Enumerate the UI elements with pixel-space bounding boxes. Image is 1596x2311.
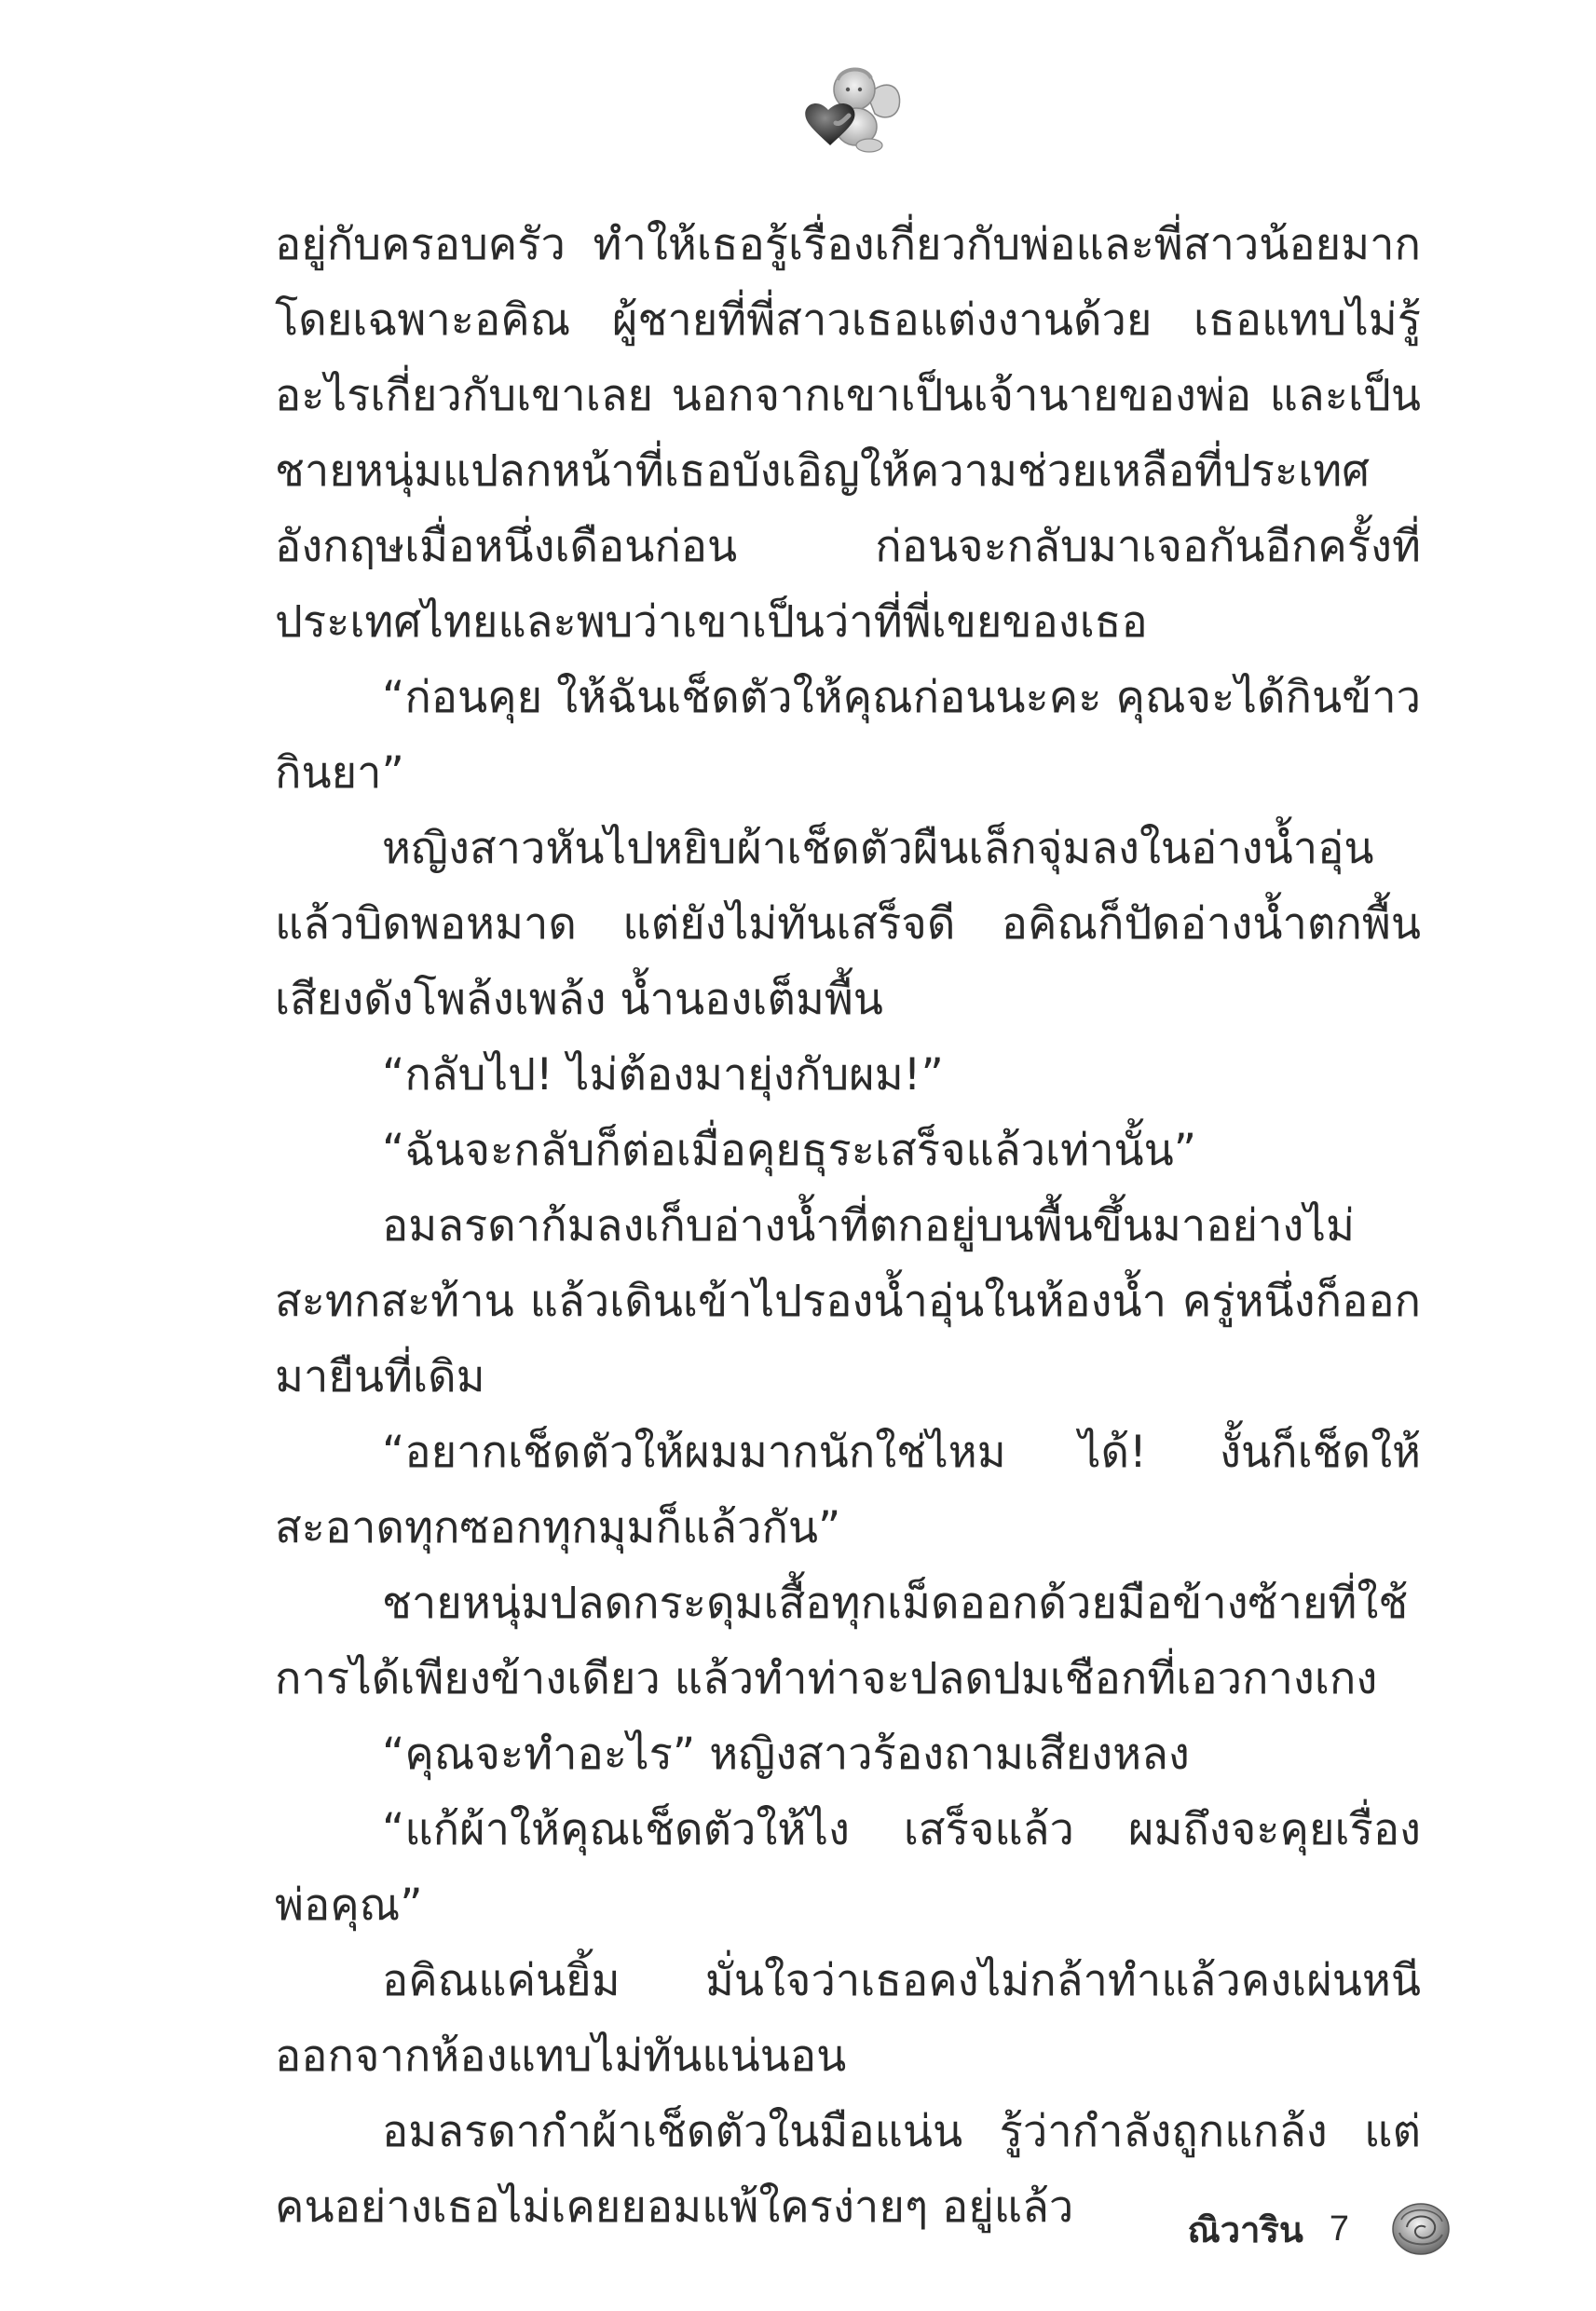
cherub-heart-icon [795, 58, 907, 160]
paragraph: “ฉันจะกลับก็ต่อเมื่อคุยธุระเสร็จแล้วเท่านั้น” [382, 1125, 1197, 1176]
rose-icon [1388, 2199, 1453, 2259]
paragraph: “อยากเช็ดตัวให้ผมมากนักใช่ไหม ได้! งั้นก็เช็ดให้สะอาดทุกซอกทุกมุมก็แล้วกัน” [275, 1427, 1421, 1553]
page-footer [1137, 2192, 1453, 2266]
paragraph: อมลรดากำผ้าเช็ดตัวในมือแน่น รู้ว่ากำลังถูกแกล้ง แต่คนอย่างเธอไม่เคยยอมแพ้ใครง่ายๆ อยู่แล้ว [275, 2106, 1421, 2233]
page-number: 7 [1329, 2208, 1349, 2249]
paragraph: “แก้ผ้าให้คุณเช็ดตัวให้ไง เสร็จแล้ว ผมถึงจะคุยเรื่องพ่อคุณ” [275, 1804, 1421, 1931]
paragraph: อคิณแค่นยิ้ม มั่นใจว่าเธอคงไม่กล้าทำแล้วคงเผ่นหนีออกจากห้องแทบไม่ทันแน่นอน [275, 1955, 1421, 2082]
paragraph: หญิงสาวหันไปหยิบผ้าเช็ดตัวผืนเล็กจุ่มลงในอ่างน้ำอุ่นแล้วบิดพอหมาด แต่ยังไม่ทันเสร็จดี อคิณก็ปัดอ่างน้ำตกพื้น เสียงดังโพล้งเพล้ง น้ำนองเต็มพื้น [275, 823, 1421, 1025]
body-text [275, 207, 1421, 2245]
paragraph: “กลับไป! ไม่ต้องมายุ่งกับผม!” [382, 1049, 944, 1101]
paragraph: “ก่อนคุย ให้ฉันเช็ดตัวให้คุณก่อนนะคะ คุณจะได้กินข้าวกินยา” [275, 672, 1421, 799]
author-name: ณิวาริน [1187, 2208, 1303, 2250]
paragraph: อมลรดาก้มลงเก็บอ่างน้ำที่ตกอยู่บนพื้นขึ้นมาอย่างไม่สะทกสะท้าน แล้วเดินเข้าไปรองน้ำอุ่นในห้องน้ำ ครู่หนึ่งก็ออกมายืนที่เดิม [275, 1200, 1421, 1402]
paragraph: อยู่กับครอบครัว ทำให้เธอรู้เรื่องเกี่ยวกับพ่อและพี่สาวน้อยมาก โดยเฉพาะอคิณ ผู้ชายที่พี่สาวเธอแต่งงานด้วย เธอแทบไม่รู้อะไรเกี่ยวกับเขาเลย นอกจากเขาเป็นเจ้านายของพ่อ และเป็นชายหนุ่มแปลกหน้าที่เธอบังเอิญให้ความช่วยเหลือที่ประเทศอังกฤษเมื่อหนึ่งเดือนก่อน ก่อนจะกลับมาเจอกันอีกครั้งที่ประเทศไทยและพบว่าเขาเป็นว่าที่พี่เขยของเธอ [275, 219, 1421, 648]
paragraph: “คุณจะทำอะไร” หญิงสาวร้องถามเสียงหลง [382, 1729, 1190, 1780]
paragraph: ชายหนุ่มปลดกระดุมเสื้อทุกเม็ดออกด้วยมือข้างซ้ายที่ใช้การได้เพียงข้างเดียว แล้วทำท่าจะปลดปมเชือกที่เอวกางเกง [275, 1578, 1409, 1704]
